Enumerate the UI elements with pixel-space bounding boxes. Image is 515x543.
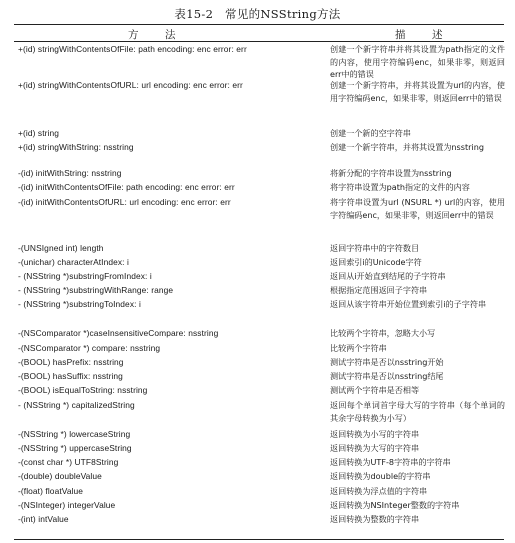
method-cell: +(id) stringWithString: nsstring (18, 142, 134, 152)
method-cell: - (NSString *) capitalizedString (18, 400, 135, 410)
description-cell: 创建一个新字符串并将其设置为path指定的文件的内容，使用字符编码enc，如果非零，则返回err中的错误 (330, 44, 505, 79)
description-cell: 根据指定范围返回子字符串 (330, 285, 428, 295)
method-cell: -(NSString *) lowercaseString (18, 429, 131, 439)
method-cell: -(unichar) characterAtIndex: i (18, 257, 129, 267)
method-cell: -(id) initWithContentsOfURL: url encoding: enc error: err (18, 197, 231, 207)
description-cell: 返回转换为大写的字符串 (330, 443, 420, 453)
description-cell: 创建一个新字符串，并将其设置为url的内容，使用字符编码enc，如果非零，则返回err中的错误 (330, 80, 505, 103)
description-cell: 将字符串设置为url (NSURL *) url的内容，使用字符编码enc，如果非零，则返回err中的错误 (330, 197, 505, 220)
table-top-rule (14, 24, 504, 25)
method-cell: -(NSString *) uppercaseString (18, 443, 132, 453)
description-cell: 比较两个字符串，忽略大小写 (330, 328, 436, 338)
method-cell: -(int) intValue (18, 514, 69, 524)
description-cell: 测试字符串是否以nsstring结尾 (330, 371, 444, 381)
description-cell: 返回转换为NSInteger整数的字符串 (330, 500, 460, 510)
description-cell: 创建一个新的空字符串 (330, 128, 411, 138)
description-cell: 测试字符串是否以nsstring开始 (330, 357, 444, 367)
method-cell: - (NSString *)substringFromIndex: i (18, 271, 152, 281)
description-cell: 返回转换为UTF-8字符串的字符串 (330, 457, 451, 467)
method-cell: -(id) initWithContentsOfFile: path encoding: enc error: err (18, 182, 235, 192)
description-cell: 返回转换为整数的字符串 (330, 514, 420, 524)
header-description: 描 述 (395, 29, 451, 41)
method-cell: -(NSInteger) integerValue (18, 500, 116, 510)
header-method: 方 法 (128, 29, 184, 41)
method-cell: +(id) string (18, 128, 59, 138)
method-cell: -(BOOL) hasSuffix: nsstring (18, 371, 123, 381)
method-cell: -(id) initWithString: nsstring (18, 168, 122, 178)
method-cell: -(NSComparator *)caseInsensitiveCompare: nsstring (18, 328, 219, 338)
description-cell: 返回转换为浮点值的字符串 (330, 486, 428, 496)
method-cell: +(id) stringWithContentsOfFile: path encoding: enc error: err (18, 44, 247, 54)
description-cell: 将字符串设置为path指定的文件的内容 (330, 182, 470, 192)
description-cell: 返回转换为double的字符串 (330, 471, 431, 481)
description-cell: 返回转换为小写的字符串 (330, 429, 420, 439)
method-cell: -(BOOL) isEqualToString: nsstring (18, 385, 148, 395)
description-cell: 返回每个单词首字母大写的字符串（每个单词的其余字母转换为小写） (330, 400, 505, 423)
description-cell: 将新分配的字符串设置为nsstring (330, 168, 452, 178)
table-caption: 表15-2 常见的NSString方法 (174, 7, 341, 21)
method-cell: - (NSString *)substringWithRange: range (18, 285, 174, 295)
description-cell: 返回从i开始直到结尾的子字符串 (330, 271, 446, 281)
description-cell: 测试两个字符串是否相等 (330, 385, 420, 395)
method-cell: -(double) doubleValue (18, 471, 102, 481)
description-cell: 创建一个新字符串，并将其设置为nsstring (330, 142, 484, 152)
table-header-rule (14, 41, 504, 42)
description-cell: 返回字符串中的字符数目 (330, 243, 420, 253)
method-cell: -(float) floatValue (18, 486, 84, 496)
method-cell: -(const char *) UTF8String (18, 457, 119, 467)
method-cell: - (NSString *)substringToIndex: i (18, 299, 141, 309)
description-cell: 比较两个字符串 (330, 343, 387, 353)
method-cell: +(id) stringWithContentsOfURL: url encoding: enc error: err (18, 80, 243, 90)
description-cell: 返回从该字符串开始位置到索引i的子字符串 (330, 299, 487, 309)
table-bottom-rule (14, 539, 504, 540)
method-cell: -(NSComparator *) compare: nsstring (18, 343, 161, 353)
description-cell: 返回索引i的Unicode字符 (330, 257, 422, 267)
method-cell: -(UNSIgned int) length (18, 243, 104, 253)
method-cell: -(BOOL) hasPrefix: nsstring (18, 357, 124, 367)
